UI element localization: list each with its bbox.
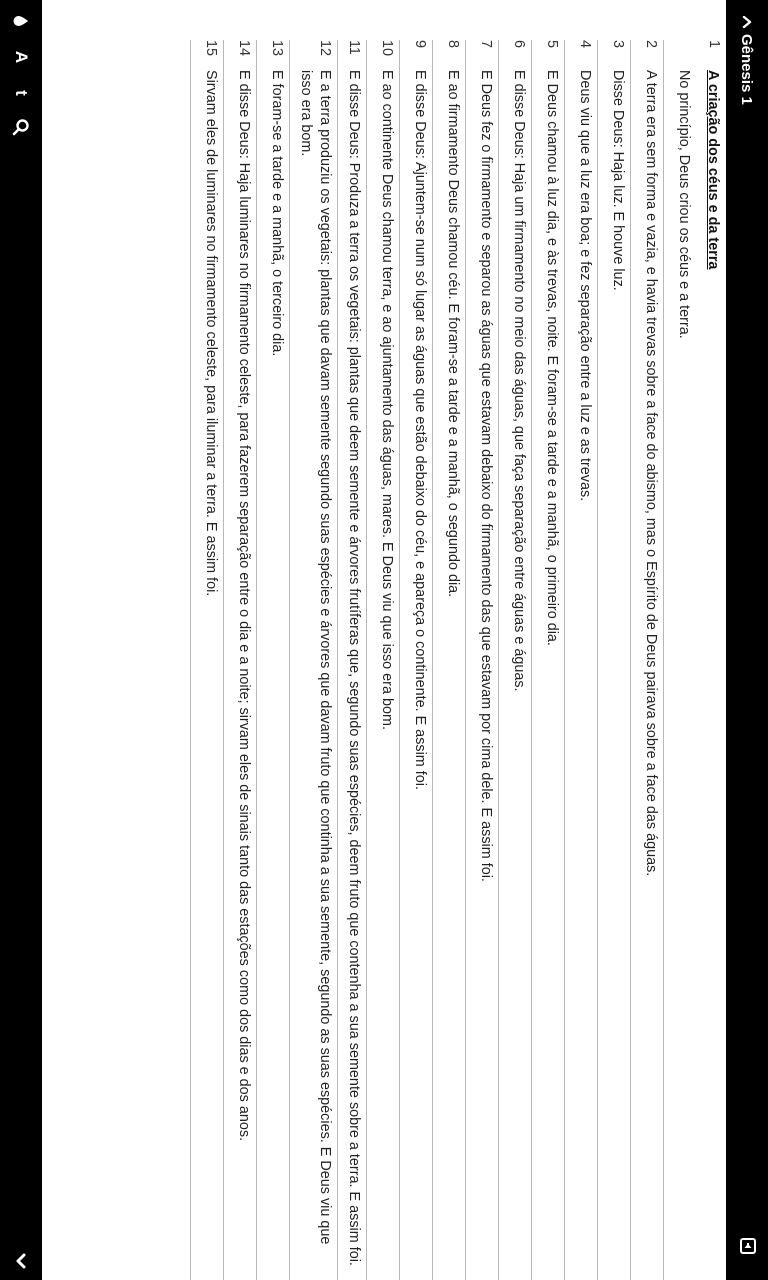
verse-text: E disse Deus: Haja um firmamento no meio das águas, que faça separação entre águas e águas. bbox=[511, 70, 527, 692]
verse-row[interactable] bbox=[223, 40, 256, 1280]
header-bar bbox=[726, 0, 768, 1280]
verse-number: 2 bbox=[643, 40, 659, 49]
bottom-toolbar bbox=[0, 0, 42, 1280]
verse-row[interactable] bbox=[597, 40, 630, 1280]
verse-text: E disse Deus: Haja luminares no firmamento celeste, para fazerem separação entre o dia e a noite; sirvam eles de sinais tanto das estações como dos dias e dos anos. bbox=[236, 70, 252, 1142]
verse-text: Sirvam eles de luminares no firmamento celeste, para iluminar a terra. E assim foi. bbox=[203, 70, 219, 597]
verse-text: E Deus fez o firmamento e separou as águas que estavam debaixo do firmamento das que estavam por cima dele. E assim foi. bbox=[478, 70, 494, 882]
verse-row[interactable] bbox=[337, 40, 366, 1280]
verse-list bbox=[190, 40, 726, 1280]
verse-body bbox=[674, 70, 723, 1280]
highlight-drop-icon[interactable] bbox=[8, 8, 34, 34]
verse-body bbox=[443, 70, 462, 1280]
search-icon[interactable] bbox=[8, 114, 34, 140]
verse-body bbox=[344, 70, 363, 1280]
verse-text: E ao firmamento Deus chamou céu. E foram-se a tarde e a manhã, o segundo dia. bbox=[445, 70, 461, 598]
verse-body bbox=[201, 70, 220, 1280]
verse-row[interactable] bbox=[432, 40, 465, 1280]
verse-row[interactable] bbox=[366, 40, 399, 1280]
text-options-button[interactable]: t bbox=[12, 90, 31, 96]
verse-text: E disse Deus: Produza a terra os vegetais: plantas que deem semente e árvores frutíferas que, segundo suas espécies, deem fruto que contenha a sua semente sobre a terra. E assim foi. bbox=[346, 70, 362, 1266]
verse-number: 15 bbox=[203, 40, 219, 57]
verse-number: 9 bbox=[412, 40, 428, 49]
verse-row[interactable] bbox=[190, 40, 223, 1280]
verse-body bbox=[377, 70, 396, 1280]
verse-body bbox=[234, 70, 253, 1280]
verse-row[interactable] bbox=[531, 40, 564, 1280]
verse-row[interactable] bbox=[465, 40, 498, 1280]
chapter-content[interactable] bbox=[42, 40, 726, 1280]
verse-row[interactable] bbox=[256, 40, 289, 1280]
section-title: A criação dos céus e da terra bbox=[705, 70, 721, 270]
verse-text: E foram-se a tarde e a manhã, o terceiro dia. bbox=[269, 70, 285, 357]
verse-number: 8 bbox=[445, 40, 461, 49]
verse-body bbox=[509, 70, 528, 1280]
verse-text: Disse Deus: Haja luz. E houve luz. bbox=[610, 70, 626, 291]
verse-row[interactable] bbox=[630, 40, 663, 1280]
verse-number: 7 bbox=[478, 40, 494, 49]
font-size-button[interactable]: A bbox=[12, 50, 31, 64]
verse-text: E a terra produziu os vegetais: plantas que davam semente segundo suas espécies e árvores que davam fruto que continha a sua semente, segundo as suas espécies. E Deus viu que isso era bom. bbox=[298, 70, 333, 1245]
verse-body bbox=[267, 70, 286, 1280]
chevron-up-icon bbox=[742, 16, 752, 28]
verse-text: E Deus chamou à luz dia, e às trevas, noite. E foram-se a tarde e a manhã, o primeiro dia. bbox=[544, 70, 560, 646]
verse-row[interactable] bbox=[289, 40, 337, 1280]
verse-body bbox=[542, 70, 561, 1280]
verse-row[interactable] bbox=[663, 40, 726, 1280]
verse-number: 1 bbox=[706, 40, 722, 49]
verse-number: 11 bbox=[346, 40, 362, 55]
audio-toggle-icon[interactable] bbox=[740, 1238, 756, 1254]
chevron-down-icon[interactable] bbox=[10, 1250, 32, 1272]
verse-number: 4 bbox=[577, 40, 593, 49]
verse-text: E ao continente Deus chamou terra, e ao ajuntamento das águas, mares. E Deus viu que isso era bom. bbox=[379, 70, 395, 730]
verse-row[interactable] bbox=[399, 40, 432, 1280]
verse-number: 10 bbox=[379, 40, 395, 57]
chapter-selector-button[interactable] bbox=[726, 16, 768, 105]
verse-body bbox=[410, 70, 429, 1280]
chapter-title: Gênesis 1 bbox=[738, 34, 756, 105]
verse-number: 3 bbox=[610, 40, 626, 49]
verse-row[interactable] bbox=[498, 40, 531, 1280]
verse-body bbox=[575, 70, 594, 1280]
verse-text: A terra era sem forma e vazia, e havia trevas sobre a face do abismo, mas o Espírito de Deus pairava sobre a face das águas. bbox=[643, 70, 659, 877]
verse-text: Deus viu que a luz era boa; e fez separação entre a luz e as trevas. bbox=[577, 70, 593, 502]
verse-number: 14 bbox=[236, 40, 252, 57]
verse-number: 13 bbox=[269, 40, 285, 57]
verse-text: E disse Deus: Ajuntem-se num só lugar as águas que estão debaixo do céu, e apareça o continente. E assim foi. bbox=[412, 70, 428, 790]
verse-body bbox=[608, 70, 627, 1280]
verse-number: 6 bbox=[511, 40, 527, 49]
verse-body bbox=[476, 70, 495, 1280]
verse-body bbox=[641, 70, 660, 1280]
verse-number: 5 bbox=[544, 40, 560, 49]
verse-number: 12 bbox=[317, 40, 333, 57]
verse-text: No princípio, Deus criou os céus e a terra. bbox=[676, 70, 692, 339]
verse-body bbox=[296, 70, 334, 1280]
verse-row[interactable] bbox=[564, 40, 597, 1280]
